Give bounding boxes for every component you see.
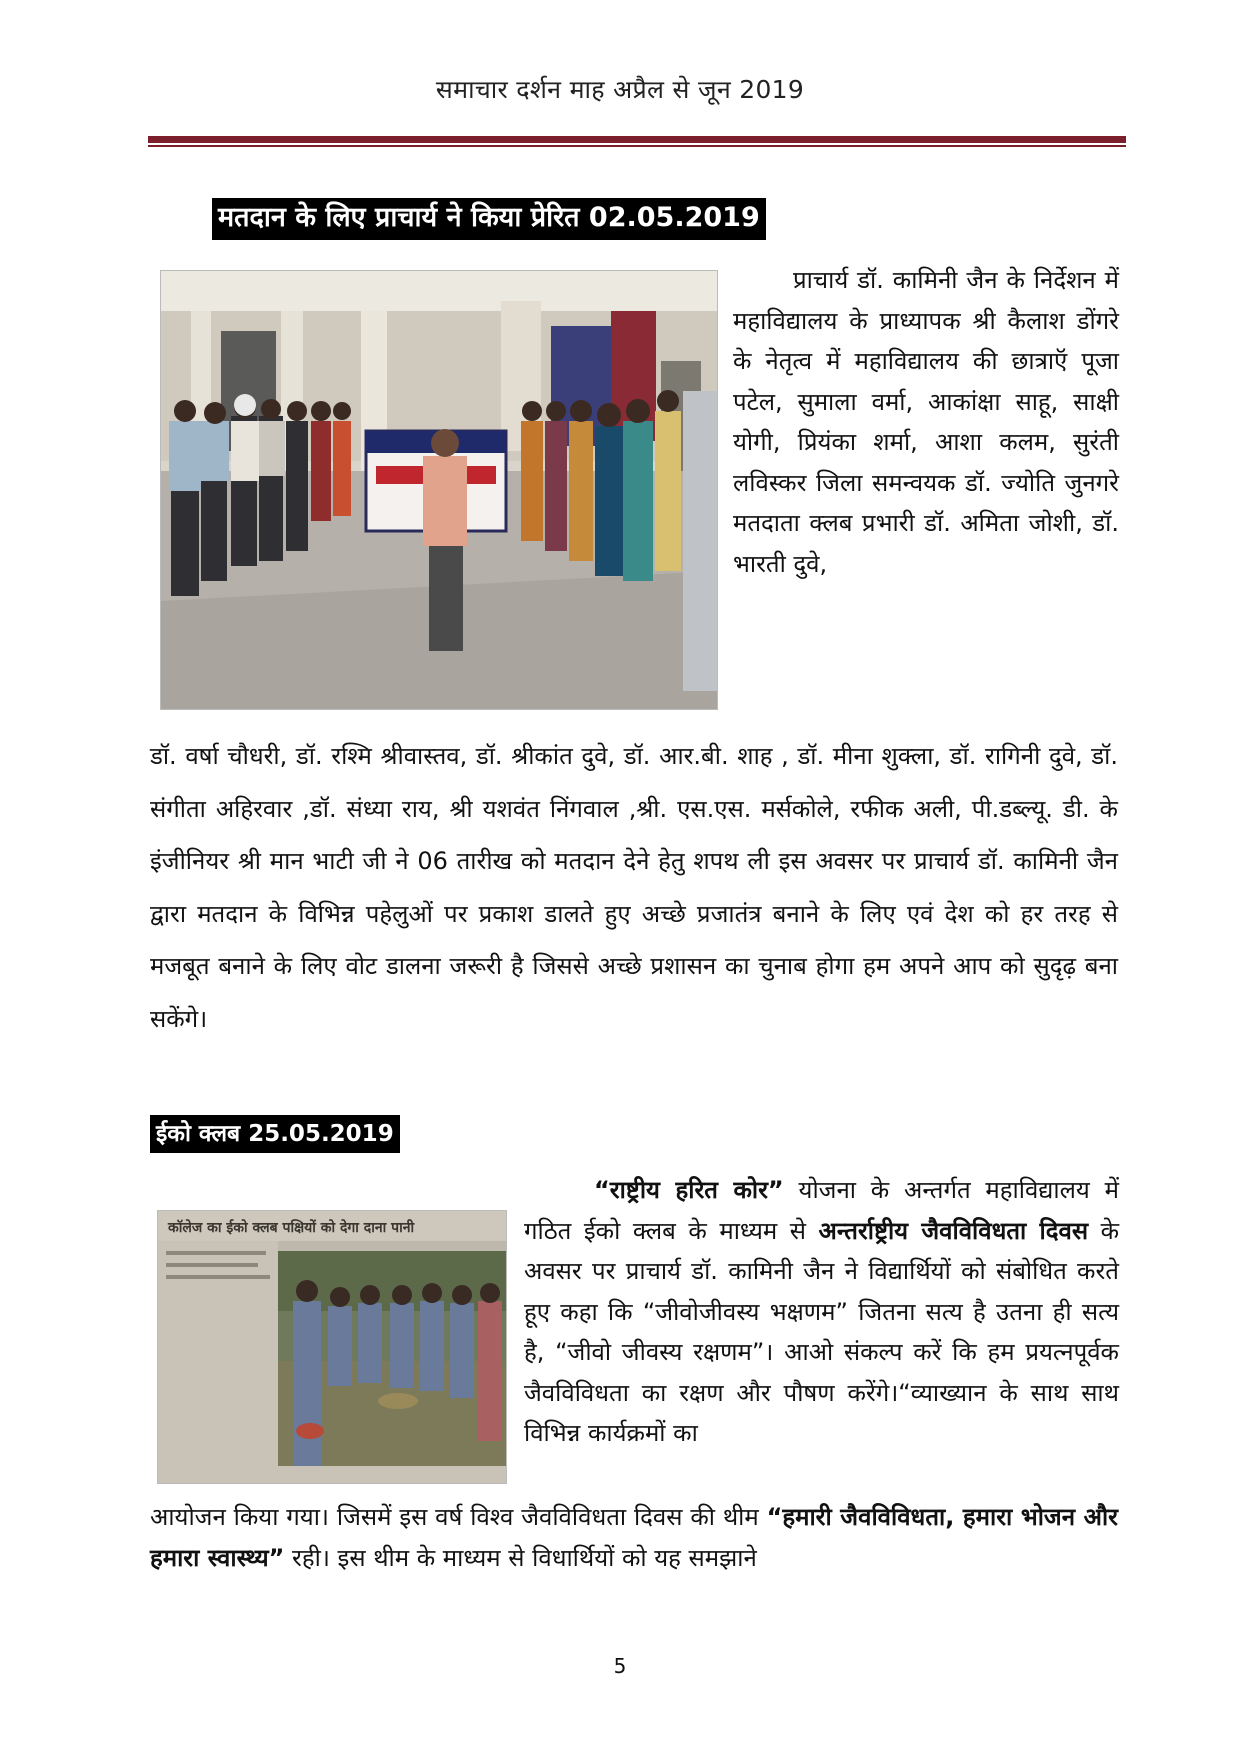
section-heading-voting: मतदान के लिए प्राचार्य ने किया प्रेरित 02.05.2019 xyxy=(212,198,766,240)
eco-full-text-1: आयोजन किया गया। जिसमें इस वर्ष विश्व जैवविविधता दिवस की थीम xyxy=(150,1503,767,1531)
eco-bold-day: अन्तर्राष्ट्रीय जैवविविधता दिवस xyxy=(818,1216,1089,1245)
eco-side-text-2: के अवसर पर प्राचार्य डॉ. कामिनी जैन ने विद्यार्थियों को संबोधित करते हूए कहा कि “जीवोजीवस्य भक्षणम” जितना सत्य है उतना ही सत्य है, “जीवो जीवस्य रक्षणम”। आओ संकल्प करें कि हम प्रयत्नपूर्वक जैवविविधता का रक्षण और पौषण करेंगे।“व्याख्यान के साथ साथ विभिन्न कार्यक्रमों का xyxy=(524,1216,1120,1447)
eco-side-text-1: योजना के अन्तर्गत महाविद्यालय में गठित ईको क्लब के माध्यम से xyxy=(524,1176,1119,1245)
eco-bold-theme: “हमारी जैवविविधता, हमारा भोजन और हमारा स्वास्थ्य” xyxy=(150,1503,1118,1572)
header-rule-thick xyxy=(148,136,1126,143)
voting-paragraph-side-text: प्राचार्य डॉ. कामिनी जैन के निर्देशन में महाविद्यालय के प्राध्यापक श्री कैलाश डोंगरे के नेतृत्व में महाविद्यालय की छात्राऍ पूजा पटेल, सुमाला वर्मा, आकांक्षा साहू, साक्षी योगी, प्रियंका शर्मा, आशा कलम, सुरंती लविस्कर जिला समन्वयक डॉ. ज्योति जुनगरे मतदाता क्लब प्रभारी डॉ. अमिता जोशी, डॉ. भारती दुवे, xyxy=(733,266,1119,578)
page-number: 5 xyxy=(613,1654,627,1678)
voting-paragraph-side xyxy=(733,260,1119,584)
eco-club-newspaper-clipping xyxy=(157,1210,507,1484)
eco-club-paragraph-full xyxy=(150,1497,1118,1578)
eco-club-paragraph-side xyxy=(524,1170,1119,1454)
header-rule-thin xyxy=(148,145,1126,147)
clipping-headline: कॉलेज का ईको क्लब पक्षियों को देगा दाना पानी xyxy=(168,1220,415,1236)
newsletter-title: समाचार दर्शन माह अप्रैल से जून 2019 xyxy=(435,75,805,104)
voting-pledge-photo xyxy=(160,270,718,710)
section-heading-eco-club: ईको क्लब 25.05.2019 xyxy=(150,1115,400,1153)
eco-full-text-2: रही। इस थीम के माध्यम से विधार्थियों को यह समझाने xyxy=(284,1543,757,1572)
voting-paragraph-full: डॉ. वर्षा चौधरी, डॉ. रश्मि श्रीवास्तव, डॉ. श्रीकांत दुवे, डॉ. आर.बी. शाह , डॉ. मीना शुक्ला, डॉ. रागिनी दुवे, डॉ. संगीता अहिरवार ,डॉ. संध्या राय, श्री यशवंत निंगवाल ,श्री. एस.एस. मर्सकोले, रफीक अली, पी.डब्ल्यू. डी. के इंजीनियर श्री मान भाटी जी ने 06 तारीख को मतदान देने हेतु शपथ ली इस अवसर पर प्राचार्य डॉ. कामिनी जैन द्वारा मतदान के विभिन्न पहेलुओं पर प्रकाश डालते हुए अच्छे प्रजातंत्र बनाने के लिए एवं देश को हर तरह से मजबूत बनाने के लिए वोट डालना जरूरी है जिससे अच्छे प्रशासन का चुनाब होगा हम अपने आप को सुदृढ़ बना सकेंगे। xyxy=(150,742,1118,1033)
eco-bold-program: “राष्ट्रीय हरित कोर” xyxy=(594,1176,784,1204)
